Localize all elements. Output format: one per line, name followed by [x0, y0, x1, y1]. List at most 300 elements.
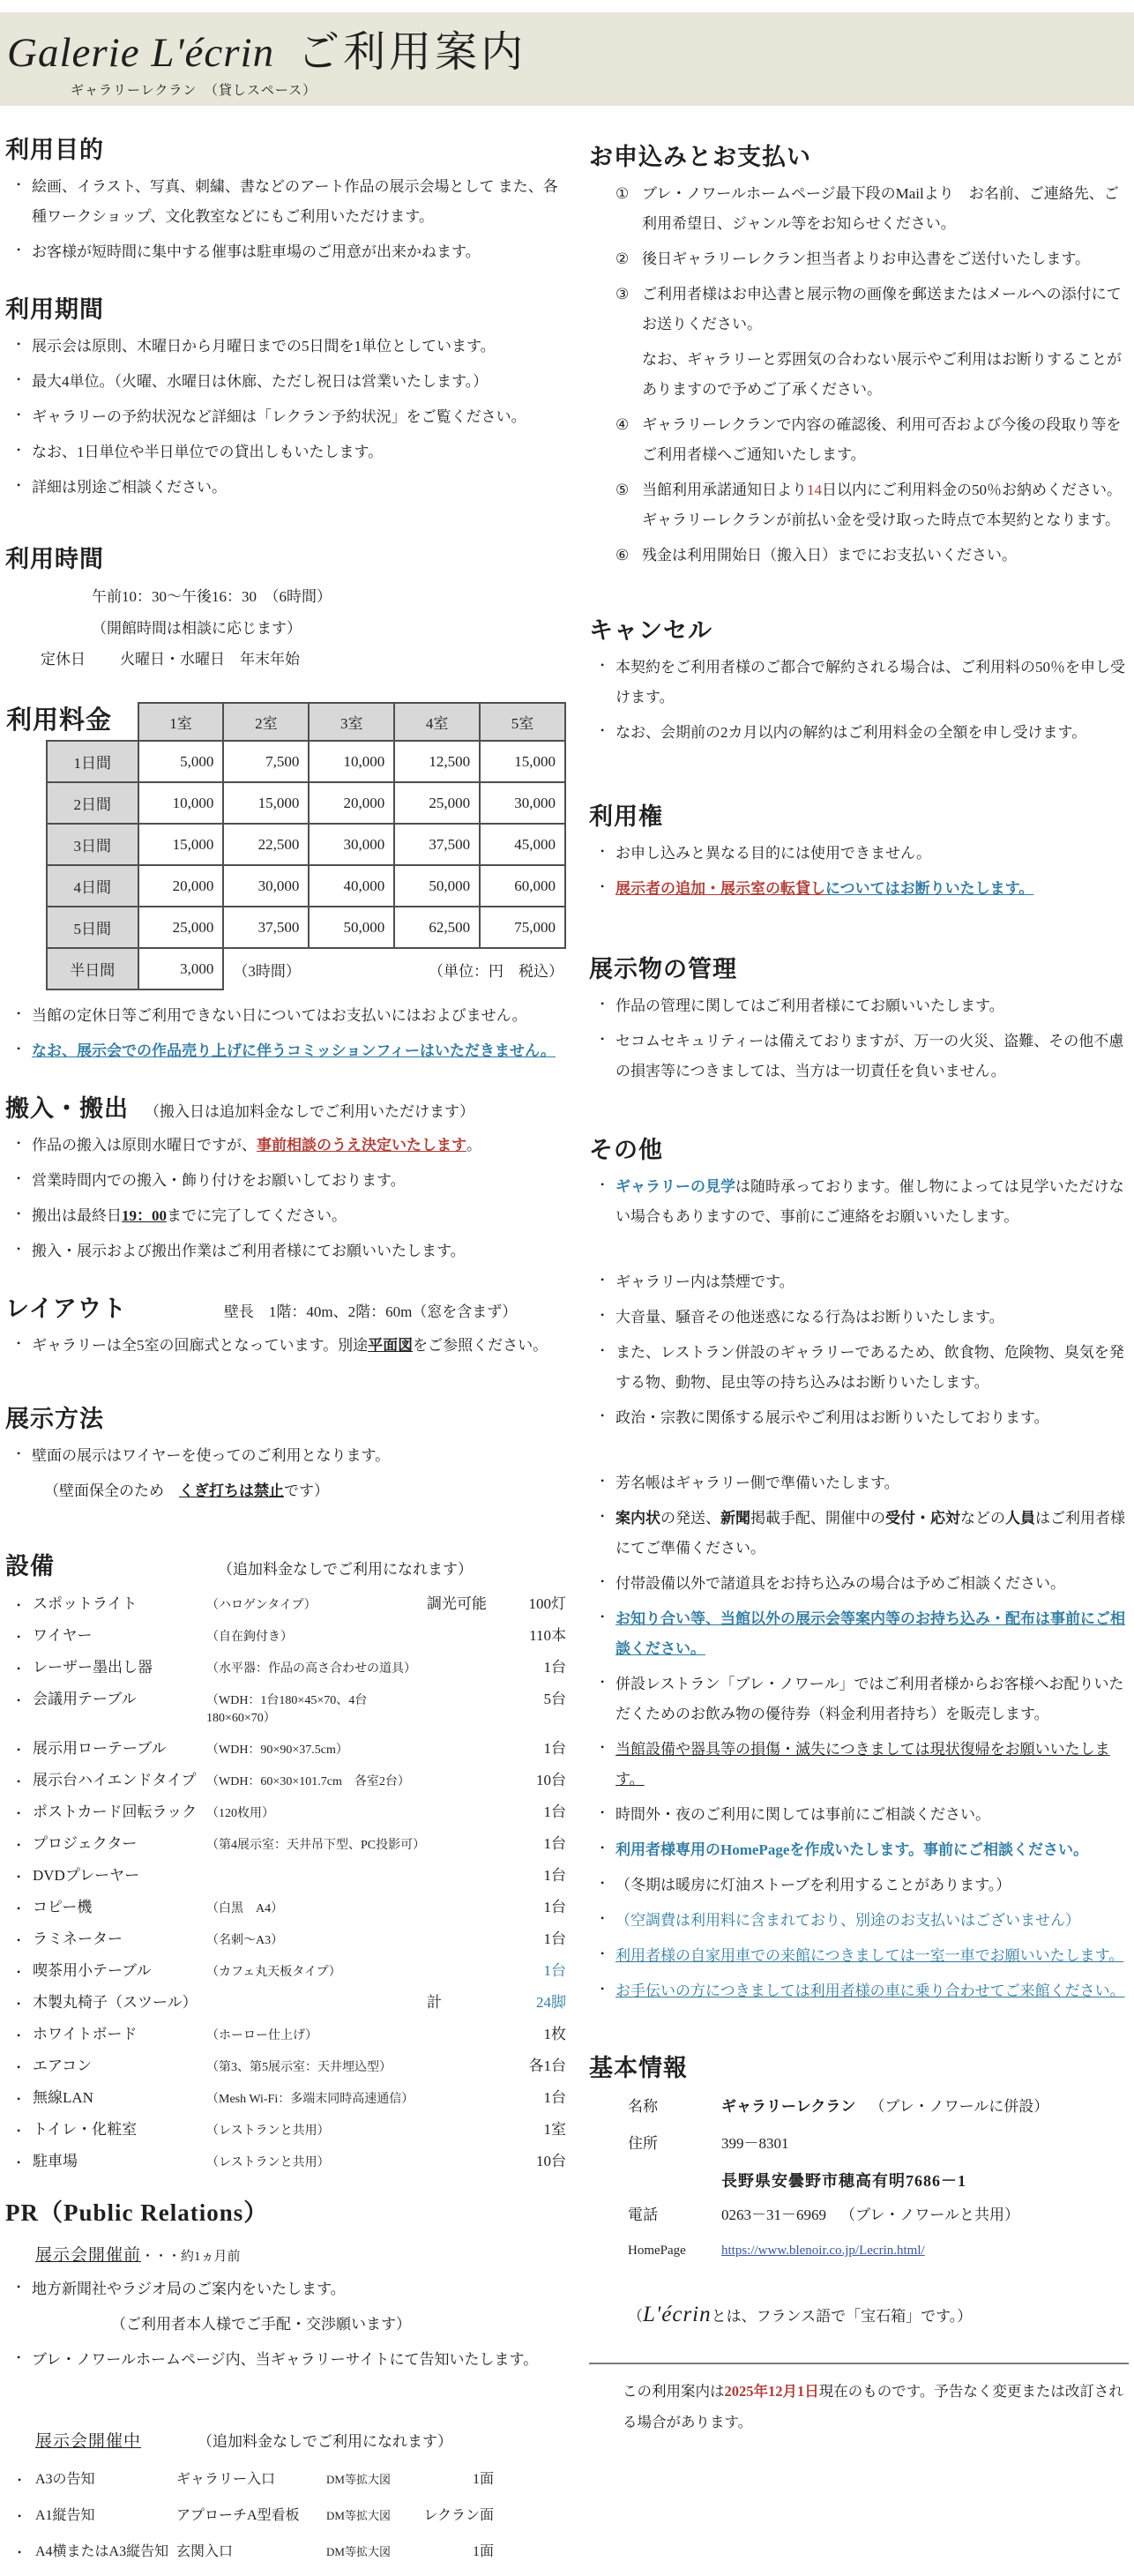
equipment-row [5, 1623, 566, 1645]
section-heading: 利用時間 [5, 546, 104, 572]
list-item [32, 332, 566, 362]
text-segment: なお、会期前の2カ月以内の解約はご利用料金の全額を申し受けます。 [615, 724, 1087, 741]
equipment-count: 1台 [543, 1803, 566, 1821]
hours-note: （開館時間は相談に応じます） [92, 619, 302, 637]
equipment-count: 1台 [543, 1899, 566, 1916]
text-segment: 作品の搬入は原則水曜日ですが、 [32, 1137, 257, 1154]
section-layout [5, 1289, 566, 1361]
pr-during-note: （追加料金なしでご利用になれます） [198, 2433, 453, 2451]
equipment-count: 5台 [543, 1691, 566, 1708]
fees-cell: 25,000 [394, 782, 480, 824]
fees-col-header: 2室 [223, 703, 309, 741]
equipment-row [5, 1686, 566, 1726]
equipment-note: （WDH：90×90×37.5cm） [206, 1743, 348, 1758]
bullet-icon: • [17, 1966, 21, 1979]
bullet-icon: • [17, 1902, 21, 1915]
fees-cell: 75,000 [480, 907, 565, 948]
bullet-icon: • [18, 2510, 22, 2523]
text-segment: 利用者様専用のHomePageを作成いたします。事前にご相談ください。 [615, 1841, 1088, 1858]
pr-cell: DM等拡大図 [326, 2545, 391, 2559]
section-heading: 利用権 [589, 803, 663, 830]
equipment-count: 110本 [529, 1627, 566, 1645]
text-segment: また、レストラン併設のギャラリーであるため、飲食物、危険物、臭気を発する物、動物、昆虫等の持ち込みはお断りいたします。 [615, 1344, 1124, 1391]
text-segment: 併設レストラン「ブレ・ノワール」ではご利用者様からお客様へお配りいただくためのお飲み物の優待券（料金利用者持ち）を販売します。 [615, 1676, 1124, 1722]
fees-cell: 30,000 [309, 824, 394, 865]
fees-cell: 30,000 [223, 865, 309, 907]
section-heading: PR（Public Relations） [5, 2199, 269, 2227]
pr-before-title: 展示会開催前 [35, 2246, 142, 2266]
list-item [32, 1201, 566, 1231]
list-item [615, 1735, 1129, 1795]
list-item [615, 1468, 1129, 1498]
section-others [589, 1131, 1129, 2006]
text-segment: （壁面保全のため [44, 1482, 179, 1500]
section-heading: 搬入・搬出 [5, 1095, 129, 1123]
pr-notice-row [5, 2504, 566, 2524]
section-usage-rights [589, 797, 1129, 904]
equipment-row [5, 1736, 566, 1758]
text-segment: までに完了してください。 [167, 1207, 347, 1225]
item-number: ② [615, 250, 630, 267]
list-item [32, 1441, 566, 1471]
section-heading: その他 [589, 1137, 663, 1163]
section-note: （搬入日は追加料金なしでご利用いただけます） [145, 1103, 474, 1121]
list-item [32, 172, 566, 232]
text-segment: ブレ・ノワールホームページ最下段のMailより お名前、ご連絡先、ご利用希望日、ジャンル等をお知らせください。 [642, 185, 1119, 232]
fees-cell: 40,000 [309, 865, 394, 907]
section-heading: 利用期間 [5, 296, 104, 323]
equipment-note: （WDH：60×30×101.7cm 各室2台） [206, 1775, 410, 1789]
tagline-text: とは、フランス語で「宝石箱」です。） [711, 2308, 973, 2326]
fees-notes-list [5, 1001, 566, 1066]
list-item [615, 541, 1129, 571]
equipment-note: （カフェ丸天板タイプ） [206, 1966, 341, 1980]
text-segment: 政治・宗教に関係する展示やご利用はお断りいたしております。 [615, 1409, 1049, 1426]
equipment-row [5, 1926, 566, 1948]
equipment-row [5, 2085, 566, 2107]
fees-row-label: 3日間 [47, 824, 138, 865]
text-segment: ギャラリーレクランで内容の確認後、利用可否および今後の段取り等をご利用者様へご通知いたします。 [642, 416, 1122, 463]
equipment-note: （WDH：1台180×45×70、4台180×60×70） [206, 1694, 368, 1726]
text-segment: 本契約をご利用者様のご都合で解約される場合は、ご利用料の50％を申し受けます。 [615, 659, 1125, 706]
section-heading: キャンセル [589, 617, 712, 644]
pr-cell: A3の告知 [35, 2472, 95, 2488]
list-item [615, 1604, 1129, 1664]
list-item [32, 2345, 566, 2375]
fees-table [6, 702, 566, 990]
fees-row [47, 741, 565, 782]
equipment-count: 1枚 [543, 2026, 566, 2043]
list-item [615, 244, 1129, 274]
list-item [32, 2310, 566, 2340]
pr-notice-row [5, 2468, 566, 2488]
section-heading: 展示方法 [5, 1406, 104, 1433]
list-item [32, 367, 566, 397]
equipment-name: 駐車場 [33, 2153, 78, 2170]
text-segment: の発送、 [660, 1510, 720, 1527]
pr-cell: 1面 [472, 2472, 494, 2488]
text-segment: 時間外・夜のご利用に関しては事前にご相談ください。 [615, 1806, 990, 1823]
equipment-extra: 計 [427, 1994, 442, 2012]
fees-col-header: 5室 [480, 703, 565, 741]
text-segment: くぎ打ちは禁止 [179, 1482, 284, 1500]
list-item [615, 410, 1129, 470]
text-segment: 詳細は別途ご相談ください。 [32, 479, 227, 496]
revision-notice [589, 2363, 1129, 2438]
text-segment: などの [960, 1510, 1005, 1527]
equipment-name: コピー機 [33, 1899, 93, 1916]
info-name-label: 名称 [628, 2098, 658, 2115]
list-item [32, 1166, 566, 1196]
list-item [32, 1331, 566, 1361]
text-segment: ブレ・ノワールホームページ内、当ギャラリーサイトにて告知いたします。 [32, 2351, 539, 2369]
equipment-note: （第4展示室：天井吊下型、PC投影可） [206, 1839, 426, 1853]
fees-cell: 60,000 [480, 865, 565, 907]
equipment-row [5, 1894, 566, 1916]
fees-header-row [47, 703, 565, 741]
fees-cell: 5,000 [138, 741, 224, 782]
equipment-row [5, 1799, 566, 1821]
text-segment: お知り合い等、当館以外の展示会等案内等のお持ち込み・配布は事前にご相談ください。 [615, 1610, 1125, 1657]
fees-cell: 37,500 [223, 907, 309, 948]
text-segment: 壁面の展示はワイヤーを使ってのご利用となります。 [32, 1447, 391, 1465]
fees-cell: 45,000 [480, 824, 565, 865]
equipment-count: 各1台 [528, 2057, 566, 2075]
list-item [615, 1303, 1129, 1333]
text-segment: 残金は利用開始日（搬入日）までにお支払いください。 [642, 547, 1017, 564]
cancel-list [589, 653, 1129, 748]
pr-cell: DM等拡大図 [326, 2509, 391, 2523]
equipment-row [5, 2117, 566, 2139]
bullet-icon: • [17, 2029, 21, 2042]
info-name-row [589, 2094, 1129, 2120]
pr-cell: A4横またはA3縦告知 [35, 2544, 169, 2560]
text-segment: なお、展示会での作品売り上げに伴うコミッションフィーはいただきません。 [32, 1042, 556, 1060]
list-item [615, 475, 1129, 535]
section-hours [5, 540, 566, 676]
section-heading: レイアウト [5, 1295, 127, 1323]
equipment-note: （レストランと共用） [206, 2124, 330, 2139]
text-segment: 受付・応対 [885, 1510, 960, 1527]
fees-half-note: （3時間） [233, 962, 301, 980]
fees-row [47, 782, 565, 824]
text-segment: この利用案内は [623, 2383, 725, 2401]
equipment-count: 10台 [536, 2153, 566, 2170]
list-item [32, 1036, 566, 1066]
fees-cell: 37,500 [394, 824, 480, 865]
text-segment: 14 [807, 482, 822, 498]
usage-rights-list [589, 839, 1129, 904]
bullet-icon: • [18, 2474, 22, 2487]
bullet-icon: • [17, 1934, 21, 1947]
equipment-name: 展示台ハイエンドタイプ [33, 1772, 197, 1789]
closed-days-value: 火曜日・水曜日 年末年始 [120, 651, 300, 668]
list-item [615, 1027, 1129, 1086]
fees-cell: 10,000 [138, 782, 224, 824]
equipment-name: ホワイトボード [33, 2026, 138, 2043]
fees-row [47, 865, 565, 907]
equipment-name: DVDプレーヤー [33, 1867, 140, 1885]
fees-cell: 12,500 [394, 741, 480, 782]
list-item [615, 1267, 1129, 1297]
street-address: 長野県安曇野市穂高有明7686－1 [721, 2171, 966, 2190]
equipment-note: （レストランと共用） [206, 2156, 330, 2170]
purpose-list [5, 172, 566, 267]
homepage-link[interactable]: https://www.blenoir.co.jp/Lecrin.html/ [721, 2243, 925, 2258]
section-purpose [5, 131, 566, 267]
fees-cell: 3,000 [138, 948, 224, 989]
equipment-list [5, 1591, 566, 2170]
bullet-icon: • [17, 2093, 21, 2106]
list-item [615, 179, 1129, 239]
fees-half-day-row [47, 948, 565, 989]
text-segment: 搬出は最終日 [32, 1207, 122, 1225]
info-phone-label: 電話 [628, 2206, 658, 2223]
list-item [615, 1870, 1129, 1900]
equipment-count: 1台 [543, 2089, 566, 2107]
equipment-name: ワイヤー [33, 1627, 93, 1645]
text-segment: 地方新聞社やラジオ局のご案内をいたします。 [32, 2281, 346, 2298]
equipment-row [5, 1990, 566, 2012]
bullet-icon: • [18, 2546, 22, 2559]
exhibit-management-list [589, 991, 1129, 1086]
text-segment: ギャラリーは全5室の回廊式となっています。別途 [32, 1337, 369, 1355]
text-segment: 掲載手配、開催中の [750, 1510, 885, 1527]
equipment-note: （名刺～A3） [206, 1934, 284, 1948]
text-segment: （空調費は利用料に含まれており、別途のお支払いはございません） [615, 1912, 1080, 1929]
equipment-note: （白黒 A4） [206, 1902, 284, 1916]
right-column [570, 106, 1134, 2576]
list-item [615, 874, 1129, 904]
text-segment: 当館の定休日等ご利用できない日についてはお支払いにはおよびません。 [32, 1007, 527, 1025]
closed-days-label: 定休日 [41, 651, 86, 668]
section-heading: 利用目的 [5, 137, 104, 163]
pr-cell: 玄関入口 [176, 2544, 234, 2560]
bullet-icon: • [17, 1870, 21, 1884]
section-exhibit-management [589, 950, 1129, 1086]
period-list [5, 332, 566, 503]
list-item [615, 991, 1129, 1021]
list-item [32, 1476, 566, 1506]
list-item [615, 1403, 1129, 1433]
fees-row-label: 5日間 [47, 907, 138, 948]
equipment-note: （ホーロー仕上げ） [206, 2029, 317, 2043]
equipment-count: 100灯 [528, 1595, 566, 1613]
phone-number: 0263－31－6969 [721, 2206, 826, 2223]
text-segment: 。 [466, 1137, 481, 1154]
list-item [32, 473, 566, 503]
fees-row-label: 1日間 [47, 741, 138, 782]
equipment-note: （水平器：作品の高さ合わせの道具） [206, 1662, 416, 1676]
list-item [32, 1131, 566, 1161]
equipment-row [5, 1958, 566, 1980]
list-item [615, 1172, 1129, 1232]
fees-cell: 15,000 [138, 824, 224, 865]
section-apply-pay [589, 138, 1129, 571]
list-item [32, 402, 566, 432]
fees-cell: 62,500 [394, 907, 480, 948]
fees-cell: 7,500 [223, 741, 309, 782]
text-segment: 利用者様の自家用車での来館につきましては一室一車でお願いいたします。 [615, 1947, 1124, 1964]
equipment-name: 木製丸椅子（スツール） [33, 1994, 198, 2012]
bullet-icon: • [17, 2061, 21, 2074]
tagline-open-paren: （ [628, 2308, 643, 2326]
text-segment: 搬入・展示および搬出作業はご利用者様にてお願いいたします。 [32, 1243, 466, 1260]
equipment-name: ポストカード回転ラック [33, 1803, 198, 1821]
carry-list [5, 1131, 566, 1266]
text-segment: 日以内にご利用料金の50％お納めください。ギャラリーレクランが前払い金を受け取った時点で本契約となります。 [642, 482, 1122, 528]
info-address-label: 住所 [628, 2134, 658, 2152]
equipment-row [5, 1591, 566, 1613]
section-heading: 展示物の管理 [589, 956, 737, 982]
equipment-name: レーザー墨出し器 [33, 1659, 153, 1676]
gallery-brand-name: Galerie L'écrin [7, 30, 275, 76]
text-segment: 芳名帳はギャラリー側で準備いたします。 [615, 1475, 899, 1491]
pr-notice-row [5, 2540, 566, 2560]
fees-cell: 22,500 [223, 824, 309, 865]
fees-row [47, 824, 565, 865]
bullet-icon: • [17, 2156, 21, 2169]
pr-cell: レクラン面 [423, 2508, 494, 2524]
text-segment: 案内状 [615, 1510, 660, 1527]
fees-col-header: 4室 [394, 703, 480, 741]
text-segment: 人員 [1005, 1510, 1035, 1527]
equipment-name: 無線LAN [33, 2089, 93, 2107]
fees-cell: 50,000 [309, 907, 394, 948]
text-segment: なお、ギャラリーと雰囲気の合わない展示やご利用はお断りすることがありますので予めご了承ください。 [642, 351, 1122, 398]
text-segment: 最大4単位。（火曜、水曜日は休廊、ただし祝日は営業いたします。） [32, 373, 489, 390]
item-number: ⑥ [615, 547, 630, 564]
fees-row-label: 4日間 [47, 865, 138, 907]
equipment-note: （自在鉤付き） [206, 1631, 293, 1645]
text-segment: 付帯設備以外で諸道具をお持ち込みの場合は予めご相談ください。 [615, 1575, 1065, 1592]
equipment-count: 10台 [536, 1772, 566, 1789]
fees-cell: 15,000 [223, 782, 309, 824]
list-item [32, 2274, 566, 2304]
section-heading: お申込みとお支払い [589, 144, 811, 170]
page-title: ご利用案内 [297, 29, 527, 76]
pr-cell: A1縦告知 [35, 2508, 95, 2524]
list-item [615, 1569, 1129, 1599]
equipment-row [5, 1767, 566, 1789]
text-segment: 展示者の追加・展示室の転貸し [615, 880, 825, 897]
section-fees [5, 702, 566, 1066]
equipment-count: 1台 [543, 1835, 566, 1853]
pr-during-rows [5, 2468, 566, 2560]
section-basic-info [589, 2049, 1129, 2327]
equipment-row [5, 1831, 566, 1853]
phone-note: （ブレ・ノワールと共用） [840, 2206, 1019, 2223]
apply-steps-list [589, 179, 1129, 571]
pr-during-title: 展示会開催中 [35, 2432, 142, 2452]
section-heading: 利用料金 [6, 706, 113, 735]
fees-cell: 50,000 [394, 865, 480, 907]
fees-row-label: 半日間 [47, 948, 138, 989]
equipment-note: （Mesh Wi-Fi：多端末同時高速通信） [206, 2093, 414, 2107]
text-segment: 平面図 [368, 1337, 414, 1355]
list-item [32, 237, 566, 267]
brand-tagline [628, 2303, 1129, 2327]
fees-cell: 20,000 [138, 865, 224, 907]
pr-cell: ギャラリー入口 [176, 2472, 276, 2488]
text-segment: 絵画、イラスト、写真、刺繍、書などのアート作品の展示会場として また、各種ワークショップ、文化教室などにもご利用いただけます。 [32, 178, 558, 225]
item-number: ③ [615, 286, 630, 302]
info-address-row [589, 2132, 1129, 2157]
text-segment: （ご利用者本人様でご手配・交渉願います） [111, 2316, 411, 2333]
layout-list [5, 1331, 566, 1361]
text-segment: は随時承っております。催し物によっては見学いただけない場合もありますので、事前にご連絡をお願いいたします。 [615, 1178, 1124, 1225]
text-segment: 後日ギャラリーレクラン担当者よりお申込書をご送付いたします。 [642, 250, 1090, 267]
list-item [615, 839, 1129, 869]
section-equipment [5, 1547, 566, 2170]
bullet-icon: • [17, 1694, 21, 1707]
text-segment: をご参照ください。 [413, 1337, 548, 1355]
hours-time: 午前10：30～午後16：30 （6時間） [92, 588, 332, 605]
header-band [0, 12, 1134, 106]
equipment-count: 24脚 [536, 1994, 566, 2012]
info-homepage-label: HomePage [628, 2243, 686, 2258]
text-segment: ギャラリー内は禁煙です。 [615, 1273, 795, 1290]
bullet-icon: • [17, 1743, 21, 1757]
equipment-note: （第3、第5展示室：天井埋込型） [206, 2061, 392, 2075]
equipment-count: 1台 [543, 1740, 566, 1758]
pr-cell: アプローチA型看板 [176, 2508, 300, 2524]
section-heading: 基本情報 [589, 2055, 688, 2081]
gallery-name: ギャラリーレクラン [721, 2098, 856, 2115]
pr-cell: 1面 [472, 2544, 494, 2560]
left-column [0, 106, 570, 2576]
tagline-brand-name: L'écrin [643, 2303, 712, 2327]
equipment-row [5, 1654, 566, 1676]
list-item [615, 653, 1129, 713]
list-item [615, 1906, 1129, 1936]
equipment-name: 会議用テーブル [33, 1691, 137, 1708]
text-segment: 2025年12月1日 [724, 2383, 819, 2401]
text-segment: 作品の管理に関してはご利用者様にてお願いいたします。 [615, 997, 1004, 1014]
equipment-name: ラミネーター [33, 1930, 123, 1948]
list-item [32, 1236, 566, 1266]
fees-row [47, 907, 565, 948]
equipment-count: 1台 [543, 1930, 566, 1948]
text-segment: ギャラリーの予約状況など詳細は「レクラン予約状況」をご覧ください。 [32, 408, 526, 425]
list-item [615, 1338, 1129, 1398]
text-segment: （冬期は暖房に灯油ストーブを利用することがあります。） [615, 1877, 1011, 1893]
text-segment: 大音量、騒音その他迷惑になる行為はお断りいたします。 [615, 1309, 1004, 1325]
text-segment: お客様が短時間に集中する催事は駐車場のご用意が出来かねます。 [32, 243, 481, 260]
bullet-icon: • [17, 1775, 21, 1788]
list-item [615, 280, 1129, 340]
text-segment: はご利用者様にてご準備ください。 [615, 1510, 1125, 1557]
page-subtitle: ギャラリーレクラン （貸しスペース） [71, 84, 317, 98]
list-item [615, 1976, 1129, 2006]
bullet-icon: • [17, 1631, 21, 1644]
others-list [589, 1172, 1129, 2006]
postal-code: 399－8301 [721, 2134, 789, 2152]
fees-col-header: 1室 [138, 703, 224, 741]
display-method-list [5, 1441, 566, 1506]
equipment-row [5, 2148, 566, 2170]
equipment-name: プロジェクター [33, 1835, 138, 1853]
item-number: ④ [615, 416, 630, 433]
text-segment: ギャラリーの見学 [615, 1178, 735, 1195]
equipment-extra: 調光可能 [427, 1595, 487, 1613]
list-item [32, 1001, 566, 1031]
text-segment: お手伝いの方につきましては利用者様の車に乗り合わせてご来館ください。 [615, 1982, 1125, 1999]
text-segment: 19：00 [122, 1207, 167, 1225]
footer-segments [623, 2383, 1123, 2430]
section-display-method [5, 1400, 566, 1506]
list-item [615, 1504, 1129, 1564]
